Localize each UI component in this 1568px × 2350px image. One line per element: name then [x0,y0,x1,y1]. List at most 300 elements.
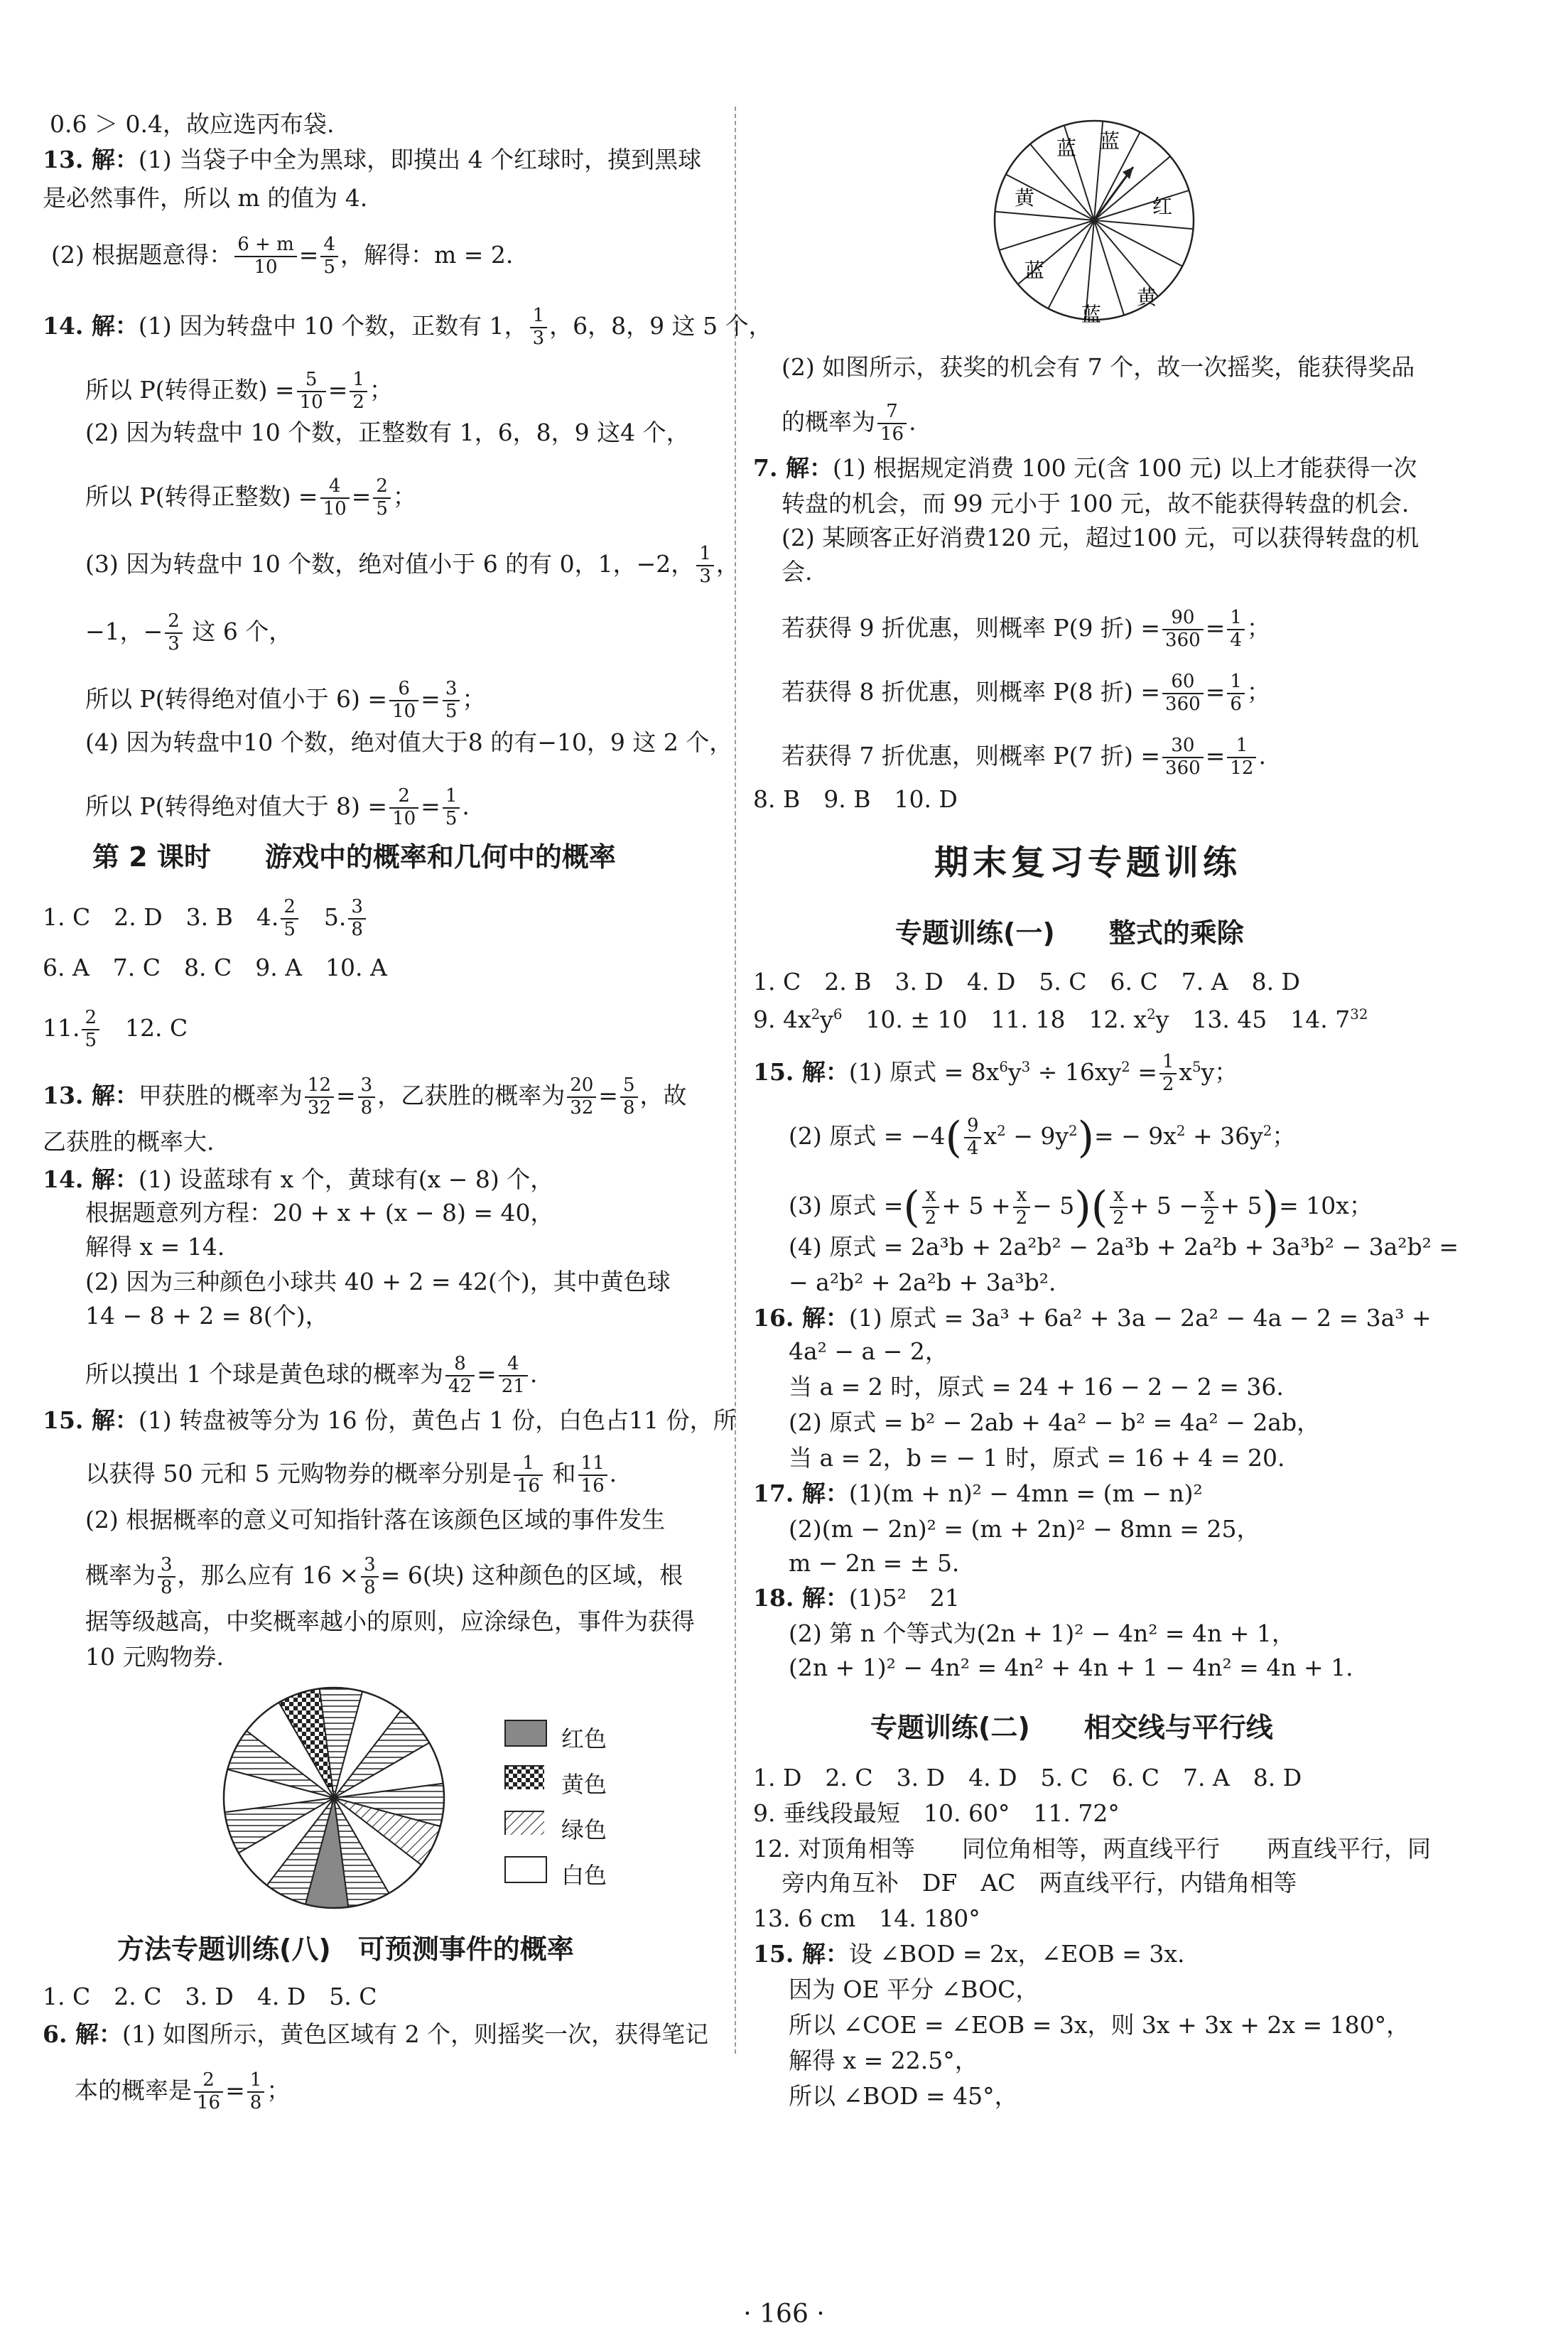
q6-line-1 [43,2022,708,2046]
text: 1. C 2. D 3. B 4. [43,902,279,931]
q13b-line-1 [43,1075,687,1119]
frac-num: 4 [499,1354,528,1376]
text: (1)(m + n)² − 4mn = (m − n)² [848,1479,1203,1507]
text: y 13. 45 14. 7 [1155,1006,1351,1033]
text: (1) 如图所示，黄色区域有 2 个，则摇奖一次，获得笔记 [121,2020,709,2048]
topic1-answers-row-1: 1. C 2. B 3. D 4. D 5. C 6. C 7. A 8. D [753,968,1301,996]
fraction [620,1075,638,1119]
fraction [247,2070,265,2114]
frac-num: 1 [530,306,548,328]
q14-line-6 [85,611,292,655]
text: 本的概率是 [75,2076,192,2104]
q15-number: 15. 解： [753,1057,849,1086]
text: 所以 P(转得绝对值大于 8) = [85,792,388,820]
frac-den: 2 [1203,1207,1216,1229]
fraction [305,1075,334,1119]
legend-swatch-green [504,1811,544,1835]
text: 设 ∠BOD = 2x，∠EOB = 3x. [848,1940,1185,1968]
frac-den: 16 [197,2091,221,2113]
text: 以获得 50 元和 5 元购物券的概率分别是 [85,1459,512,1487]
frac-num: 90 [1162,608,1204,630]
q13-text-a: (1) 当袋子中全为黑球，即摸出 4 个红球时，摸到黑球 [138,146,702,173]
equals: = [336,1081,356,1109]
topic2-q15-line-1 [753,1942,1184,1966]
frac-den: 5 [85,1029,97,1051]
frac-den: 3 [699,565,711,587]
fraction [696,544,714,588]
exponent: 2 [811,1006,821,1023]
paren-open: ( [903,1182,920,1232]
frac-num: x [922,1185,940,1208]
page-number: · 166 · [743,2300,825,2329]
topic2-answers-row-4: 旁内角互补 DF AC 两直线平行，内错角相等 [782,1869,1297,1897]
text: + 5 + [941,1191,1011,1219]
q14b-line-4: (2) 因为三种颜色小球共 40 + 2 = 42(个)，其中黄色球 [85,1268,671,1295]
topic1-q15-line-5: − a²b² + 2a²b + 3a³b². [789,1268,1056,1296]
section-heading-method-8: 方法专题训练(八) 可预测事件的概率 [117,1934,574,1965]
topic-2-heading: 专题训练(二) 相交线与平行线 [870,1712,1273,1743]
fraction [358,1075,376,1119]
fraction [499,1354,528,1398]
paren-open: ( [1091,1182,1108,1232]
text: (1) 原式 = 8x [848,1057,1000,1086]
fraction [877,401,907,446]
text: 若获得 8 折优惠，则概率 P(8 折) = [782,677,1161,706]
topic1-q17-line-1 [753,1479,1203,1507]
text: 11. [43,1013,80,1042]
equals: = [421,792,440,820]
equals: = [351,482,372,510]
fraction [530,306,548,350]
exponent: 2 [1262,1122,1272,1139]
frac-den: 42 [448,1375,472,1397]
frac-den: 21 [501,1375,525,1397]
text: 若获得 7 折优惠，则概率 P(7 折) = [782,741,1161,770]
q13-c-text: (2) 根据题意得： [51,240,233,269]
frac-num: x [1013,1185,1031,1208]
pie-slices [224,1688,444,1908]
frac-num: 2 [389,786,418,809]
column-divider [735,107,736,2054]
q14b-line-2: 根据题意列方程：20 + x + (x − 8) = 40， [85,1199,554,1227]
q14-line-9 [85,786,470,830]
frac-den: 12 [1230,757,1254,779]
answers-row-4: 1. C 2. C 3. D 4. D 5. C [43,1983,377,2010]
q13-line-1 [43,148,701,171]
frac-num: 4 [320,476,350,499]
fraction [158,1555,175,1599]
frac-den: 10 [392,700,416,722]
wheel-label-yellow: 黄 [1015,186,1035,210]
text: y [1007,1057,1022,1086]
wheel-label-blue: 蓝 [1081,303,1102,326]
text: 和 [545,1459,576,1487]
legend-label: 绿色 [561,1816,607,1843]
text: (3) 原式 = [789,1191,904,1219]
q14-line-2 [85,370,393,414]
wheel-label-yellow: 黄 [1137,286,1157,309]
topic2-answers-row-3: 12. 对顶角相等 同位角相等，两直线平行 两直线平行，同 [753,1835,1431,1863]
topic1-q15-line-3 [789,1182,1373,1232]
frac-den: 8 [360,1096,373,1119]
text: . [609,1459,617,1487]
exponent: 32 [1350,1006,1368,1023]
q14-text: ，6，8，9 这 5 个， [549,311,772,340]
text: = − 9x [1094,1121,1177,1150]
frac-num: 30 [1162,735,1204,758]
text: 所以摸出 1 个球是黄色球的概率为 [85,1359,443,1388]
frac-den: 5 [376,497,388,519]
q15-line-1 [43,1408,737,1432]
frac-num: 9 [964,1116,982,1138]
frac-num: 2 [373,476,391,499]
q14-line-1 [43,306,772,350]
text: (1) 根据规定消费 100 元(含 100 元) 以上才能获得一次 [832,454,1417,482]
fraction [348,897,366,941]
fraction [922,1185,940,1229]
q15-line-4 [85,1555,683,1599]
frac-num: 1 [350,370,367,392]
fraction [165,611,183,655]
frac-num: 1 [1159,1052,1177,1074]
text: + 36y [1185,1121,1263,1150]
q7-line-7 [782,735,1266,780]
q6-line-2 [75,2070,290,2114]
text: ； [1272,1121,1296,1150]
section-heading-lesson-2: 第 2 课时 游戏中的概率和几何中的概率 [92,841,616,873]
text: + 5 − [1129,1191,1199,1219]
topic2-q15-line-2: 因为 OE 平分 ∠BOC， [789,1976,1039,2003]
frac-num: 1 [247,2070,265,2093]
frac-den: 2 [1162,1073,1174,1095]
fraction [361,1555,379,1599]
frac-num: 1 [1227,608,1245,630]
answers-8-10: 8. B 9. B 10. D [753,785,958,813]
equals: = [1205,677,1226,706]
text: 甲获胜的概率为 [138,1081,303,1109]
frac-den: 10 [323,497,347,519]
frac-num: 2 [281,897,298,920]
frac-den: 10 [299,391,323,413]
fraction [320,476,350,520]
answers-row-3 [43,1008,188,1052]
legend-swatch-red [504,1720,547,1747]
frac-den: 8 [249,2091,262,2113]
frac-den: 32 [307,1096,331,1119]
q13b-line-2: 乙获胜的概率大. [43,1128,215,1155]
q14b-line-1 [43,1165,554,1193]
text: . [909,407,917,436]
fraction [1227,608,1245,652]
q14-line-3: (2) 因为转盘中 10 个数，正整数有 1，6，8，9 这4 个， [85,419,690,446]
frac-den: 8 [161,1576,173,1598]
text: x [1179,1057,1193,1086]
text: . [462,792,470,820]
frac-num: 5 [620,1075,638,1098]
topic1-q16-line-2: 4a² − a − 2， [789,1337,948,1365]
text: y； [1201,1057,1238,1086]
text: . [529,1359,538,1388]
text: = [1130,1057,1157,1086]
topic1-q17-line-3: m − 2n = ± 5. [789,1549,960,1577]
exponent: 6 [999,1058,1008,1075]
topic1-q16-line-1 [753,1306,1432,1330]
fraction [443,786,460,830]
frac-num: 6 + m [234,235,297,257]
frac-num: 1 [1227,735,1256,758]
q15-line-3: (2) 根据概率的意义可知指针落在该颜色区域的事件发生 [85,1506,666,1534]
text: 12. C [102,1013,188,1042]
text: (2) 原式 = −4 [789,1121,946,1150]
frac-num: 20 [567,1075,596,1098]
paren-close: ) [1077,1112,1094,1163]
q15-line-5: 据等级越高，中奖概率越小的原则，应涂绿色，事件为获得 [85,1607,695,1635]
topic2-answers-row-2: 9. 垂线段最短 10. 60° 11. 72° [753,1799,1120,1827]
q14b-line-3: 解得 x = 14. [85,1233,225,1261]
text: = 10x； [1279,1191,1373,1219]
legend-label: 红色 [561,1725,607,1752]
wheel-label-red: 红 [1152,195,1173,218]
q14-line-8: (4) 因为转盘中10 个数，绝对值大于8 的有−10，9 这 2 个， [85,728,733,756]
frac-den: 5 [445,807,458,829]
text: x [983,1121,997,1150]
topic1-q18-line-1 [753,1586,960,1610]
frac-num: 1 [1227,672,1245,694]
topic1-q15-line-4: (4) 原式 = 2a³b + 2a²b² − 2a³b + 2a²b + 3a³b² − 3a²b² = [789,1233,1459,1261]
text: ，乙获胜的概率为 [377,1081,566,1109]
topic1-q17-line-2: (2)(m − 2n)² = (m + 2n)² − 8mn = 25， [789,1515,1260,1543]
exponent: 2 [997,1122,1006,1139]
q15-number: 15. 解： [753,1940,849,1968]
fraction [373,476,391,520]
equals: = [598,1081,618,1109]
text: . [1258,741,1266,770]
frac-num: 1 [696,544,714,566]
legend-label: 白色 [561,1862,607,1889]
fraction [514,1453,543,1497]
equals: = [421,684,440,713]
paren-close: ) [1074,1182,1091,1232]
fraction [297,370,326,414]
frac-den: 3 [532,327,545,349]
frac-num: 11 [578,1453,607,1476]
frac-num: x [1110,1185,1128,1208]
text: 所以 P(转得绝对值小于 6) = [85,684,388,713]
answers-row-2: 6. A 7. C 8. C 9. A 10. A [43,954,387,981]
frac-den: 3 [168,632,180,654]
text: 概率为 [85,1561,156,1589]
text: 若获得 9 折优惠，则概率 P(9 折) = [782,613,1161,642]
frac-num: 2 [194,2070,223,2093]
topic1-q15-line-1 [753,1052,1238,1096]
equals: = [477,1359,497,1388]
frac-num: 8 [445,1354,475,1376]
text: + 5 [1220,1191,1262,1219]
q15-number: 15. 解： [43,1406,139,1434]
text: (1) 原式 = 3a³ + 6a² + 3a − 2a² − 4a − 2 = 3a³ + [848,1304,1432,1332]
text: ； [1246,613,1270,642]
topic1-q15-line-2 [789,1112,1296,1163]
fraction [389,786,418,830]
q15-line-6: 10 元购物券. [85,1643,224,1671]
frac-num: 6 [389,679,418,701]
q7-line-4: 会. [782,558,813,586]
legend-label: 黄色 [561,1771,607,1798]
text: ； [392,482,416,510]
fraction [320,235,338,279]
exponent: 5 [1192,1058,1201,1075]
q18-number: 18. 解： [753,1584,849,1612]
text: = 6(块) 这种颜色的区域，根 [380,1561,683,1589]
text: y [820,1006,833,1033]
frac-num: 3 [358,1075,376,1098]
legend-swatch-white [504,1856,547,1883]
text: (1)5² 21 [848,1584,960,1612]
text: (1) 设蓝球有 x 个，黄球有(x − 8) 个， [138,1165,554,1193]
equals: = [225,2076,245,2104]
frac-den: 5 [445,700,458,722]
text: ，那么应有 16 × [177,1561,359,1589]
fraction [1227,672,1245,716]
frac-den: 10 [392,807,416,829]
final-review-heading: 期末复习专题训练 [934,843,1242,883]
fraction [443,679,460,723]
text: ； [369,375,393,404]
text: ； [462,684,486,713]
topic1-q18-line-3: (2n + 1)² − 4n² = 4n² + 4n + 1 − 4n² = 4n + 1. [789,1654,1353,1681]
fraction [1110,1185,1128,1229]
exponent: 3 [1021,1058,1031,1075]
frac-den: 8 [622,1096,635,1119]
exponent: 2 [1176,1122,1186,1139]
frac-den: 8 [364,1576,376,1598]
frac-den: 10 [254,256,278,278]
fraction [1227,735,1256,780]
fraction [567,1075,596,1119]
q14-line-5 [85,544,740,588]
frac-num: 60 [1162,672,1204,694]
fraction [1162,608,1204,652]
q6-part2-line-2 [782,401,917,446]
probability-wheel-figure [217,1681,451,1915]
topic1-q16-line-3: 当 a = 2 时，原式 = 24 + 16 − 2 − 2 = 36. [789,1373,1284,1401]
fraction [578,1453,607,1497]
text: (3) 因为转盘中 10 个数，绝对值小于 6 的有 0，1，−2， [85,549,695,578]
q7-line-1 [753,456,1417,480]
equals: = [1205,741,1226,770]
q14b-number: 14. 解： [43,1165,139,1193]
frac-num: 3 [361,1555,379,1578]
q17-number: 17. 解： [753,1479,849,1507]
fraction [389,679,418,723]
fraction [350,370,367,414]
frac-num: 1 [514,1453,543,1476]
frac-den: 5 [323,256,335,278]
frac-den: 6 [1230,693,1242,715]
q14-line-4 [85,476,416,520]
topic2-q15-line-3: 所以 ∠COE = ∠EOB = 3x，则 3x + 3x + 2x = 180°， [789,2011,1410,2039]
fraction [194,2070,223,2114]
frac-den: 2 [1113,1207,1125,1229]
frac-num: 3 [348,897,366,920]
equals: = [298,240,319,269]
frac-num: 1 [443,786,460,809]
text: ，故 [639,1081,687,1109]
frac-den: 2 [352,391,364,413]
q14-number: 14. 解： [43,311,139,340]
q7-line-3: (2) 某顾客正好消费120 元，超过100 元，可以获得转盘的机 [782,524,1420,551]
wheel-label-blue: 蓝 [1056,136,1077,160]
topic2-q15-line-4: 解得 x = 22.5°， [789,2047,978,2074]
topic1-q16-line-5: 当 a = 2，b = − 1 时，原式 = 16 + 4 = 20. [789,1444,1285,1472]
frac-den: 16 [580,1475,605,1497]
frac-num: 5 [297,370,326,392]
frac-den: 360 [1165,693,1201,715]
frac-num: 7 [877,401,907,424]
q6-part2-line-1: (2) 如图所示，获奖的机会有 7 个，故一次摇奖，能获得奖品 [782,353,1415,381]
fraction [281,897,298,941]
frac-num: x [1201,1185,1218,1208]
frac-num: 2 [165,611,183,634]
line-conclusion: 0.6 ＞ 0.4，故应选丙布袋. [50,110,335,138]
exponent: 2 [1121,1058,1130,1075]
text: 9. 4x [753,1006,811,1033]
fraction [1162,672,1204,716]
topic1-q16-line-4: (2) 原式 = b² − 2ab + 4a² − b² = 4a² − 2ab， [789,1408,1321,1436]
text: − 5 [1032,1191,1075,1219]
q14b-line-5: 14 − 8 + 2 = 8(个)， [85,1302,329,1330]
text: ， [715,549,740,578]
fraction [1162,735,1204,780]
text: ； [1246,677,1270,706]
topic2-answers-row-5: 13. 6 cm 14. 180° [753,1904,980,1932]
frac-den: 2 [1015,1207,1028,1229]
frac-num: 3 [443,679,460,701]
fraction [1201,1185,1218,1229]
fraction [964,1116,982,1160]
frac-num: 4 [320,235,338,257]
equals: = [1205,613,1226,642]
q16-number: 16. 解： [753,1304,849,1332]
frac-den: 8 [351,918,363,940]
frac-num: 12 [305,1075,334,1098]
text: 所以 P(转得正数) = [85,375,295,404]
frac-den: 360 [1165,629,1201,651]
q13-line-3 [51,235,513,279]
frac-den: 16 [880,423,904,445]
q6-number: 6. 解： [43,2020,122,2048]
q14-text: (1) 因为转盘中 10 个数，正数有 1， [138,311,528,340]
text: − 9y [1005,1121,1069,1150]
exponent: 2 [1147,1006,1156,1023]
q7-line-2: 转盘的机会，而 99 元小于 100 元，故不能获得转盘的机会. [782,490,1410,517]
q7-number: 7. 解： [753,454,833,482]
text: 的概率为 [782,407,875,436]
fraction [445,1354,475,1398]
paren-close: ) [1262,1182,1280,1232]
legend-swatch-yellow [504,1765,544,1789]
fraction [1013,1185,1031,1229]
wheel-label-blue: 蓝 [1100,129,1120,153]
fraction [82,1008,99,1052]
text: (1) 转盘被等分为 16 份，黄色占 1 份，白色占11 份，所 [138,1406,737,1434]
frac-den: 4 [1230,629,1242,651]
wheel-label-blue: 蓝 [1024,259,1045,282]
q13-line-2: 是必然事件，所以 m 的值为 4. [43,184,368,212]
text: 5. [300,902,347,931]
frac-den: 32 [570,1096,594,1119]
topic1-q18-line-2: (2) 第 n 个等式为(2n + 1)² − 4n² = 4n + 1， [789,1619,1295,1647]
